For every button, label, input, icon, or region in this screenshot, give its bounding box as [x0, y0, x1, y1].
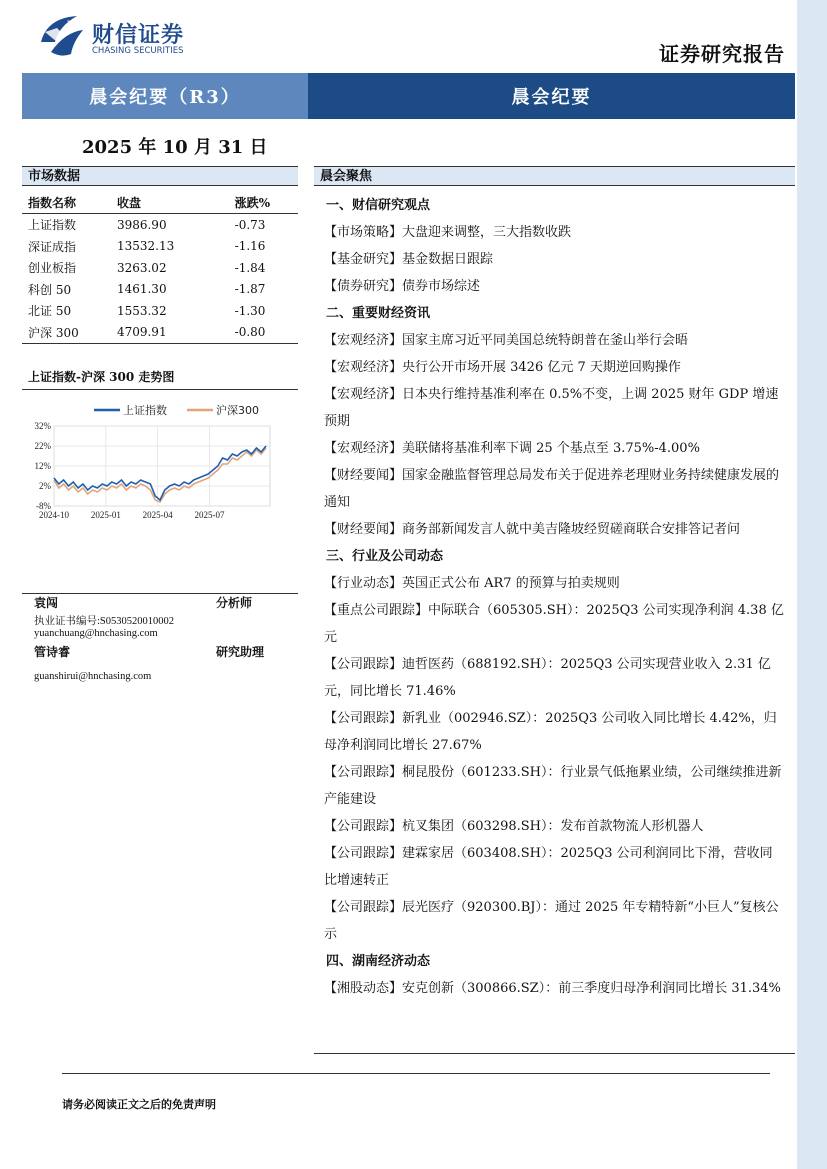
- side-decoration-stripe: [797, 0, 827, 1169]
- focus-content: [324, 192, 784, 1002]
- y-tick-label: 2%: [39, 481, 51, 491]
- list-item: 【公司跟踪】杭叉集团（603298.SH）：发布首款物流人形机器人: [324, 819, 704, 834]
- list-item: 【市场策略】大盘迎来调整，三大指数收跌: [324, 225, 572, 240]
- index-name: 北证 50: [28, 304, 72, 319]
- list-item: 【公司跟踪】辰光医疗（920300.BJ）：通过 2025 年专精特新“小巨人”复核公示: [324, 900, 779, 942]
- index-close: 4709.91: [103, 322, 205, 344]
- legend-label: 沪深300: [216, 404, 259, 417]
- section-heading: 四、湖南经济动态: [326, 954, 431, 969]
- index-name: 上证指数: [28, 218, 77, 233]
- table-row: [22, 236, 298, 258]
- section-heading: 二、重要财经资讯: [326, 306, 431, 321]
- list-item: 【公司跟踪】新乳业（002946.SZ）：2025Q3 公司收入同比增长 4.42%，归母净利润同比增长 27.67%: [324, 711, 777, 753]
- list-item: 【宏观经济】美联储将基准利率下调 25 个基点至 3.75%-4.00%: [324, 441, 700, 456]
- index-change: -1.16: [234, 239, 266, 254]
- logo-emblem-icon: [37, 12, 85, 60]
- index-close: 3986.90: [116, 217, 167, 232]
- column-header: 指数名称: [22, 192, 103, 214]
- index-change: -0.80: [205, 322, 298, 344]
- banner-right-title: 晨会纪要: [308, 73, 795, 119]
- report-type-label: 证券研究报告: [659, 42, 785, 66]
- series-line-csi300: [54, 448, 266, 502]
- index-change: -1.84: [234, 260, 266, 275]
- table-header-row: [22, 192, 298, 214]
- list-item: 【公司跟踪】迪哲医药（688192.SH）：2025Q3 公司实现营业收入 2.31 亿元，同比增长 71.46%: [324, 657, 771, 699]
- market-data-table: [22, 192, 298, 344]
- list-item: 【公司跟踪】桐昆股份（601233.SH）：行业景气低拖累业绩，公司继续推进新产能建设: [324, 765, 782, 807]
- analyst-role: 分析师: [216, 596, 253, 610]
- y-tick-label: -8%: [36, 501, 51, 511]
- assistant-email: guanshirui@hnchasing.com: [34, 671, 152, 682]
- list-item: 【公司跟踪】建霖家居（603408.SH）：2025Q3 公司利润同比下滑，营收同比增速转正: [324, 846, 773, 888]
- table-row: [22, 300, 298, 322]
- section-heading: 一、财信研究观点: [326, 198, 431, 213]
- market-data-header: 市场数据: [22, 166, 298, 186]
- table-row: [22, 322, 298, 344]
- analyst-email: yuanchuang@hnchasing.com: [34, 628, 158, 639]
- list-item: 【财经要闻】商务部新闻发言人就中美吉隆坡经贸磋商联合安排答记者问: [324, 522, 741, 537]
- logo-english-name: CHASING SECURITIES: [92, 46, 184, 56]
- table-row: [22, 257, 298, 279]
- banner-left-title: 晨会纪要（R3）: [22, 73, 308, 119]
- report-date: 2025 年 10 月 31 日: [82, 137, 268, 158]
- y-tick-label: 32%: [34, 421, 51, 431]
- list-item: 【重点公司跟踪】中际联合（605305.SH）：2025Q3 公司实现净利润 4.38 亿元: [324, 603, 784, 645]
- x-tick-label: 2025-04: [142, 510, 173, 520]
- list-item: 【基金研究】基金数据日跟踪: [324, 252, 494, 267]
- index-name: 科创 50: [28, 282, 72, 297]
- index-change: -1.30: [234, 303, 266, 318]
- list-item: 【宏观经济】国家主席习近平同美国总统特朗普在釜山举行会晤: [324, 333, 689, 348]
- analyst-license: 执业证书编号:S0530520010002: [34, 616, 175, 627]
- index-close: 1461.30: [116, 282, 167, 297]
- index-close: 1553.32: [116, 303, 167, 318]
- list-item: 【宏观经济】央行公开市场开展 3426 亿元 7 天期逆回购操作: [324, 360, 681, 375]
- page-bottom-divider: [62, 1073, 770, 1074]
- table-row: [22, 214, 298, 236]
- x-tick-label: 2024-10: [39, 510, 69, 520]
- assistant-role: 研究助理: [216, 645, 265, 659]
- index-trend-chart: [22, 396, 298, 536]
- list-item: 【宏观经济】日本央行维持基准利率在 0.5%不变，上调 2025 财年 GDP 增速预期: [324, 387, 779, 429]
- disclaimer-notice: 请务必阅读正文之后的免责声明: [62, 1098, 216, 1111]
- chart-title: 上证指数-沪深 300 走势图: [28, 370, 175, 384]
- chart-title-divider: [22, 389, 298, 390]
- column-header: 涨跌%: [205, 192, 298, 214]
- analyst-top-divider: [22, 593, 298, 594]
- company-logo: [37, 12, 197, 60]
- assistant-name: 管诗睿: [34, 645, 71, 659]
- content-bottom-divider: [314, 1053, 795, 1054]
- index-close: 3263.02: [116, 260, 167, 275]
- y-tick-label: 22%: [34, 441, 51, 451]
- index-name: 沪深 300: [22, 322, 103, 344]
- index-change: -0.73: [234, 217, 266, 232]
- list-item: 【行业动态】英国正式公布 AR7 的预算与拍卖规则: [324, 576, 620, 591]
- list-item: 【财经要闻】国家金融监督管理总局发布关于促进养老理财业务持续健康发展的通知: [324, 468, 780, 510]
- analyst-name: 袁闯: [34, 596, 59, 610]
- logo-chinese-name: 财信证券: [92, 23, 185, 48]
- section-heading: 三、行业及公司动态: [326, 549, 444, 564]
- list-item: 【湘股动态】安克创新（300866.SZ）：前三季度归母净利润同比增长 31.34%: [324, 981, 781, 996]
- list-item: 【债券研究】债券市场综述: [324, 279, 481, 294]
- x-tick-label: 2025-01: [90, 510, 121, 520]
- index-name: 深证成指: [28, 239, 77, 254]
- y-tick-label: 12%: [34, 461, 51, 471]
- index-close: 13532.13: [116, 239, 175, 254]
- table-row: [22, 279, 298, 301]
- focus-header: 晨会聚焦: [314, 166, 795, 186]
- column-header: 收盘: [103, 192, 205, 214]
- index-name: 创业板指: [28, 261, 77, 276]
- legend-label: 上证指数: [123, 404, 167, 417]
- x-tick-label: 2025-07: [194, 510, 225, 520]
- index-change: -1.87: [234, 282, 266, 297]
